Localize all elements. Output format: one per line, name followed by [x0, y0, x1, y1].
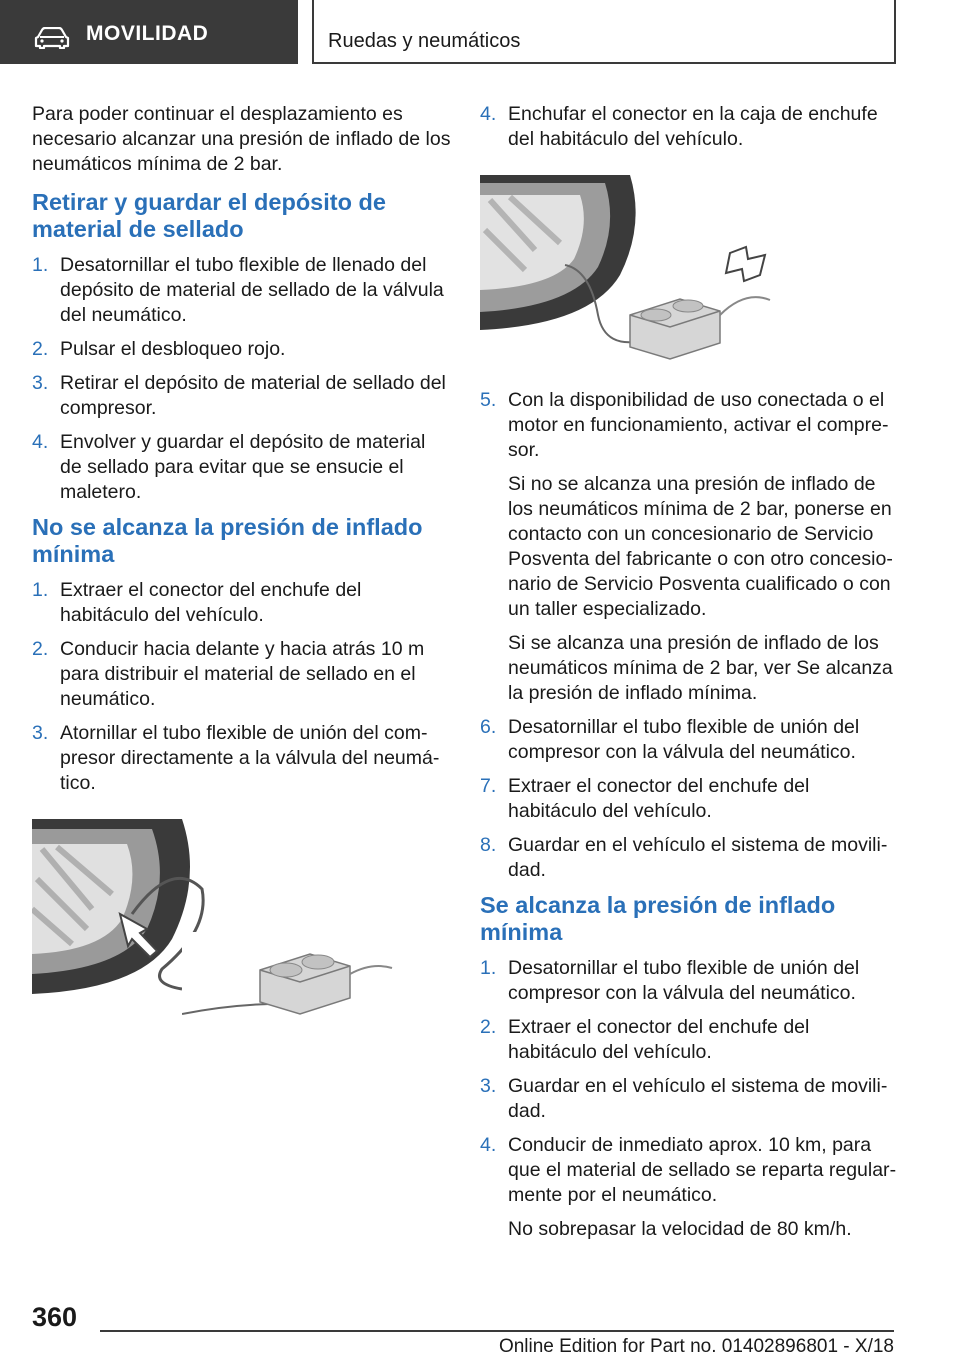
page-number: 360	[32, 1302, 78, 1332]
footer-edition: Online Edition for Part no. 01402896801 - X/18	[498, 1336, 894, 1357]
car-icon	[34, 27, 70, 49]
list-item	[32, 371, 452, 421]
list-item	[480, 774, 900, 824]
step-text: Guardar en el vehículo el sistema de movilidad.	[508, 1075, 888, 1122]
list-item	[480, 1015, 900, 1065]
step-text: Retirar el depósito de material de sellado del compresor.	[60, 372, 446, 419]
step-text: Guardar en el vehículo el sistema de movilidad.	[508, 834, 888, 881]
step-number: 4.	[480, 103, 497, 125]
step-text: Desatornillar el tubo flexible de unión del compresor con la válvula del neumático.	[508, 957, 860, 1004]
list-reached	[480, 956, 900, 1242]
section-title: MOVILIDAD	[86, 22, 209, 45]
step-text: Pulsar el desbloqueo rojo.	[60, 338, 286, 360]
step-number: 6.	[480, 716, 497, 738]
step-number: 2.	[32, 338, 49, 360]
header-section-tab	[0, 0, 298, 64]
step-text: Atornillar el tubo flexible de unión del compresor directamente a la válvula del neumático.	[60, 722, 440, 794]
list-item	[480, 388, 900, 463]
step-number: 3.	[480, 1075, 497, 1097]
intro-paragraph: Para poder continuar el desplazamiento es necesario alcanzar una presión de inflado de los neumáticos mínima de 2 bar.	[32, 103, 451, 175]
step-number: 4.	[32, 431, 49, 453]
step-number: 1.	[32, 579, 49, 601]
list-item	[480, 833, 900, 883]
list-item	[32, 721, 452, 796]
step-number: 1.	[480, 957, 497, 979]
list-item	[32, 337, 452, 362]
step-number: 5.	[480, 389, 497, 411]
list-item	[32, 637, 452, 712]
list-item	[32, 578, 452, 628]
step-note: No sobrepasar la velocidad de 80 km/h.	[508, 1218, 852, 1240]
step-text: Desatornillar el tubo flexible de unión del compresor con la válvula del neumático.	[508, 716, 860, 763]
step-text: Extraer el conector del enchufe del habitáculo del vehículo.	[508, 1016, 810, 1063]
step-number: 1.	[32, 254, 49, 276]
list-item	[480, 956, 900, 1006]
list-item	[480, 102, 900, 152]
step-text: Conducir hacia delante y hacia atrás 10 m para distribuir el material de sellado en el neumático.	[60, 638, 425, 710]
heading-not-reached: No se alcanza la presión de inflado mínima	[32, 514, 423, 567]
list-remove-store	[32, 253, 452, 505]
step-number: 3.	[32, 722, 49, 744]
list-item	[32, 253, 452, 328]
list-item	[480, 1074, 900, 1124]
step-text: Envolver y guardar el depósito de material de sellado para evitar que se ensucie el maletero.	[60, 431, 426, 503]
step-note: Si no se alcanza una presión de inflado de los neumáticos mínima de 2 bar, ponerse en contacto con un concesionario de Servicio Posventa del fabricante o con otro concesionario de Servicio Posventa cualificado o con un taller especializado.	[508, 473, 893, 620]
list-item	[32, 430, 452, 505]
left-column	[32, 102, 452, 1022]
list-item	[480, 1133, 900, 1208]
header-chapter-box	[312, 0, 896, 64]
step-text: Extraer el conector del enchufe del habitáculo del vehículo.	[508, 775, 810, 822]
step-number: 2.	[32, 638, 49, 660]
step-number: 7.	[480, 775, 497, 797]
right-column	[480, 102, 900, 1251]
footer-divider	[100, 1330, 894, 1332]
heading-reached: Se alcanza la presión de inflado mínima	[480, 892, 836, 945]
list-not-reached	[32, 578, 452, 796]
list-item	[480, 715, 900, 765]
step-text: Enchufar el conector en la caja de enchufe del habitáculo del vehículo.	[508, 103, 878, 150]
step-number: 3.	[32, 372, 49, 394]
step-text: Desatornillar el tubo flexible de llenado del depósito de material de sellado de la válvula del neumático.	[60, 254, 444, 326]
chapter-title: Ruedas y neumáticos	[328, 30, 521, 52]
step-number: 8.	[480, 834, 497, 856]
step-number: 4.	[480, 1134, 497, 1156]
step-number: 2.	[480, 1016, 497, 1038]
step-text: Con la disponibilidad de uso conectada o el motor en funcionamiento, activar el compresor.	[508, 389, 889, 461]
heading-remove-store: Retirar y guardar el depósito de material de sellado	[32, 189, 386, 242]
illustration-compressor-left	[182, 932, 402, 1022]
step-text: Conducir de inmediato aprox. 10 km, para que el material de sellado se reparta regularmente por el neumático.	[508, 1134, 897, 1206]
illustration-plug-socket	[480, 175, 780, 365]
step-text: Extraer el conector del enchufe del habitáculo del vehículo.	[60, 579, 362, 626]
step-note: Si se alcanza una presión de inflado de los neumáticos mínima de 2 bar, ver Se alcanza la presión de inflado mínima.	[508, 632, 893, 704]
